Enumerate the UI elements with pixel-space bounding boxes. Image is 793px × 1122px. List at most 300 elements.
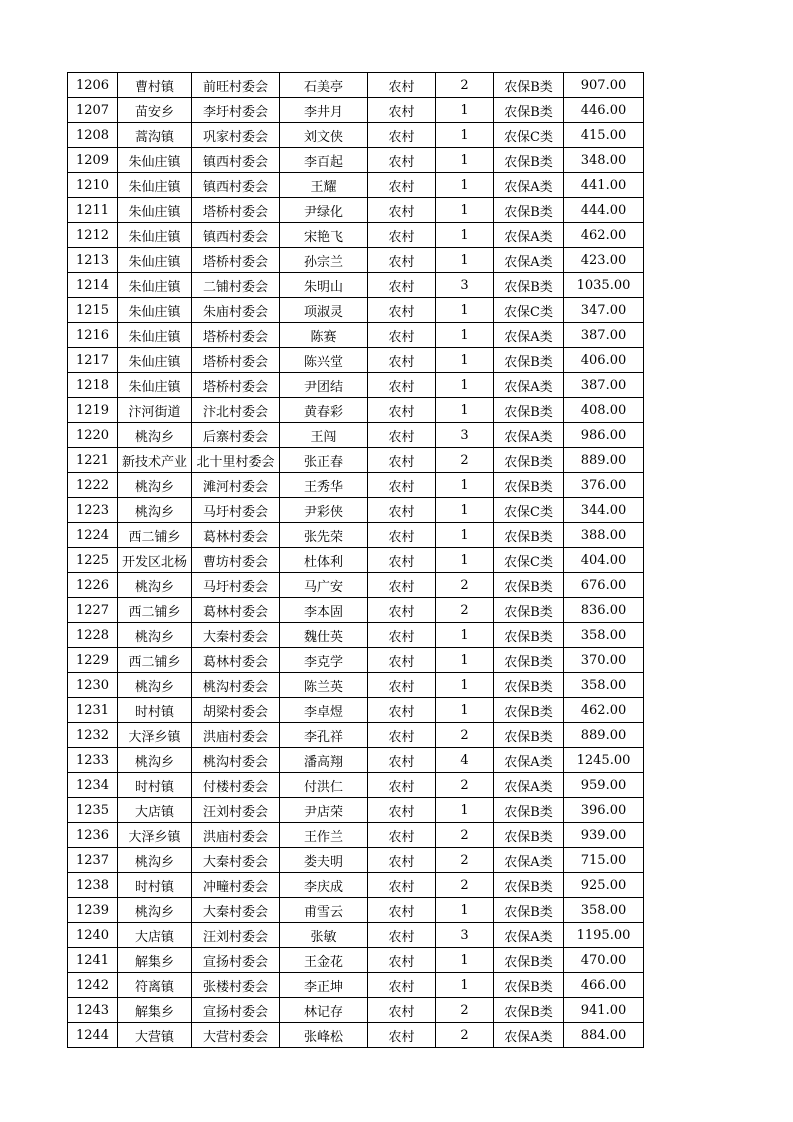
- household-size-cell: 2: [436, 773, 494, 798]
- township-cell: 大店镇: [118, 923, 192, 948]
- amount-cell: 406.00: [564, 348, 644, 373]
- table-row: [68, 748, 644, 773]
- household-size-cell: 1: [436, 98, 494, 123]
- table-row: [68, 848, 644, 873]
- village-cell: 葛林村委会: [192, 523, 280, 548]
- name-cell: 尹绿化: [280, 198, 368, 223]
- row-number-cell: 1240: [68, 923, 118, 948]
- village-cell: 李圩村委会: [192, 98, 280, 123]
- name-cell: 魏仕英: [280, 623, 368, 648]
- row-number-cell: 1207: [68, 98, 118, 123]
- household-size-cell: 3: [436, 923, 494, 948]
- table-row: [68, 348, 644, 373]
- village-cell: 汪刘村委会: [192, 798, 280, 823]
- table-row: [68, 473, 644, 498]
- category-cell: 农保A类: [494, 323, 564, 348]
- township-cell: 蒿沟镇: [118, 123, 192, 148]
- category-cell: 农保B类: [494, 73, 564, 98]
- household-size-cell: 1: [436, 148, 494, 173]
- township-cell: 西二铺乡: [118, 523, 192, 548]
- category-cell: 农保B类: [494, 523, 564, 548]
- amount-cell: 446.00: [564, 98, 644, 123]
- village-cell: 大秦村委会: [192, 848, 280, 873]
- category-cell: 农保B类: [494, 723, 564, 748]
- area-type-cell: 农村: [368, 98, 436, 123]
- table-row: [68, 973, 644, 998]
- row-number-cell: 1210: [68, 173, 118, 198]
- category-cell: 农保B类: [494, 198, 564, 223]
- category-cell: 农保A类: [494, 223, 564, 248]
- amount-cell: 387.00: [564, 323, 644, 348]
- area-type-cell: 农村: [368, 948, 436, 973]
- amount-cell: 344.00: [564, 498, 644, 523]
- amount-cell: 408.00: [564, 398, 644, 423]
- household-size-cell: 3: [436, 423, 494, 448]
- row-number-cell: 1211: [68, 198, 118, 223]
- name-cell: 杜体利: [280, 548, 368, 573]
- amount-cell: 347.00: [564, 298, 644, 323]
- township-cell: 朱仙庄镇: [118, 173, 192, 198]
- amount-cell: 889.00: [564, 723, 644, 748]
- household-size-cell: 1: [436, 973, 494, 998]
- household-size-cell: 1: [436, 173, 494, 198]
- amount-cell: 925.00: [564, 873, 644, 898]
- area-type-cell: 农村: [368, 448, 436, 473]
- row-number-cell: 1238: [68, 873, 118, 898]
- category-cell: 农保B类: [494, 598, 564, 623]
- township-cell: 朱仙庄镇: [118, 248, 192, 273]
- table-row: [68, 798, 644, 823]
- category-cell: 农保B类: [494, 648, 564, 673]
- household-size-cell: 1: [436, 248, 494, 273]
- amount-cell: 348.00: [564, 148, 644, 173]
- amount-cell: 441.00: [564, 173, 644, 198]
- township-cell: 时村镇: [118, 773, 192, 798]
- name-cell: 尹团结: [280, 373, 368, 398]
- township-cell: 西二铺乡: [118, 598, 192, 623]
- row-number-cell: 1242: [68, 973, 118, 998]
- row-number-cell: 1239: [68, 898, 118, 923]
- township-cell: 时村镇: [118, 698, 192, 723]
- category-cell: 农保B类: [494, 473, 564, 498]
- table-row: [68, 648, 644, 673]
- township-cell: 桃沟乡: [118, 573, 192, 598]
- category-cell: 农保A类: [494, 773, 564, 798]
- township-cell: 朱仙庄镇: [118, 148, 192, 173]
- household-size-cell: 2: [436, 873, 494, 898]
- name-cell: 李百起: [280, 148, 368, 173]
- area-type-cell: 农村: [368, 198, 436, 223]
- row-number-cell: 1217: [68, 348, 118, 373]
- table-row: [68, 273, 644, 298]
- category-cell: 农保B类: [494, 948, 564, 973]
- village-cell: 镇西村委会: [192, 223, 280, 248]
- township-cell: 解集乡: [118, 998, 192, 1023]
- household-size-cell: 1: [436, 673, 494, 698]
- township-cell: 朱仙庄镇: [118, 298, 192, 323]
- township-cell: 大泽乡镇: [118, 723, 192, 748]
- township-cell: 朱仙庄镇: [118, 198, 192, 223]
- township-cell: 桃沟乡: [118, 848, 192, 873]
- table-row: [68, 923, 644, 948]
- area-type-cell: 农村: [368, 173, 436, 198]
- row-number-cell: 1233: [68, 748, 118, 773]
- category-cell: 农保B类: [494, 898, 564, 923]
- row-number-cell: 1218: [68, 373, 118, 398]
- household-size-cell: 2: [436, 598, 494, 623]
- amount-cell: 986.00: [564, 423, 644, 448]
- village-cell: 汪刘村委会: [192, 923, 280, 948]
- area-type-cell: 农村: [368, 498, 436, 523]
- amount-cell: 1245.00: [564, 748, 644, 773]
- village-cell: 桃沟村委会: [192, 748, 280, 773]
- category-cell: 农保B类: [494, 973, 564, 998]
- row-number-cell: 1225: [68, 548, 118, 573]
- table-row: [68, 948, 644, 973]
- category-cell: 农保B类: [494, 348, 564, 373]
- category-cell: 农保B类: [494, 448, 564, 473]
- area-type-cell: 农村: [368, 323, 436, 348]
- category-cell: 农保C类: [494, 298, 564, 323]
- category-cell: 农保C类: [494, 498, 564, 523]
- name-cell: 付洪仁: [280, 773, 368, 798]
- row-number-cell: 1232: [68, 723, 118, 748]
- name-cell: 张先荣: [280, 523, 368, 548]
- household-size-cell: 1: [436, 548, 494, 573]
- village-cell: 塔桥村委会: [192, 198, 280, 223]
- row-number-cell: 1228: [68, 623, 118, 648]
- category-cell: 农保A类: [494, 1023, 564, 1048]
- township-cell: 桃沟乡: [118, 898, 192, 923]
- amount-cell: 415.00: [564, 123, 644, 148]
- amount-cell: 959.00: [564, 773, 644, 798]
- category-cell: 农保B类: [494, 823, 564, 848]
- household-size-cell: 1: [436, 623, 494, 648]
- household-size-cell: 4: [436, 748, 494, 773]
- area-type-cell: 农村: [368, 898, 436, 923]
- township-cell: 朱仙庄镇: [118, 273, 192, 298]
- household-size-cell: 2: [436, 448, 494, 473]
- township-cell: 解集乡: [118, 948, 192, 973]
- amount-cell: 715.00: [564, 848, 644, 873]
- village-cell: 塔桥村委会: [192, 348, 280, 373]
- name-cell: 陈兰英: [280, 673, 368, 698]
- village-cell: 付楼村委会: [192, 773, 280, 798]
- name-cell: 孙宗兰: [280, 248, 368, 273]
- table-row: [68, 673, 644, 698]
- name-cell: 王秀华: [280, 473, 368, 498]
- category-cell: 农保A类: [494, 423, 564, 448]
- village-cell: 朱庙村委会: [192, 298, 280, 323]
- row-number-cell: 1230: [68, 673, 118, 698]
- village-cell: 后寨村委会: [192, 423, 280, 448]
- household-size-cell: 1: [436, 523, 494, 548]
- amount-cell: 1195.00: [564, 923, 644, 948]
- household-size-cell: 2: [436, 73, 494, 98]
- row-number-cell: 1220: [68, 423, 118, 448]
- name-cell: 潘高翔: [280, 748, 368, 773]
- row-number-cell: 1227: [68, 598, 118, 623]
- row-number-cell: 1224: [68, 523, 118, 548]
- area-type-cell: 农村: [368, 548, 436, 573]
- category-cell: 农保B类: [494, 398, 564, 423]
- table-row: [68, 623, 644, 648]
- area-type-cell: 农村: [368, 973, 436, 998]
- amount-cell: 884.00: [564, 1023, 644, 1048]
- township-cell: 新技术产业: [118, 448, 192, 473]
- village-cell: 北十里村委会: [192, 448, 280, 473]
- name-cell: 甫雪云: [280, 898, 368, 923]
- household-size-cell: 1: [436, 298, 494, 323]
- village-cell: 塔桥村委会: [192, 248, 280, 273]
- name-cell: 李正坤: [280, 973, 368, 998]
- amount-cell: 387.00: [564, 373, 644, 398]
- area-type-cell: 农村: [368, 623, 436, 648]
- household-size-cell: 1: [436, 323, 494, 348]
- township-cell: 桃沟乡: [118, 673, 192, 698]
- village-cell: 巩家村委会: [192, 123, 280, 148]
- name-cell: 黄春彩: [280, 398, 368, 423]
- area-type-cell: 农村: [368, 998, 436, 1023]
- category-cell: 农保A类: [494, 373, 564, 398]
- amount-cell: 358.00: [564, 673, 644, 698]
- table-row: [68, 498, 644, 523]
- township-cell: 朱仙庄镇: [118, 323, 192, 348]
- table-row: [68, 198, 644, 223]
- area-type-cell: 农村: [368, 848, 436, 873]
- village-cell: 胡梁村委会: [192, 698, 280, 723]
- row-number-cell: 1243: [68, 998, 118, 1023]
- household-size-cell: 1: [436, 398, 494, 423]
- category-cell: 农保B类: [494, 798, 564, 823]
- amount-cell: 404.00: [564, 548, 644, 573]
- village-cell: 张楼村委会: [192, 973, 280, 998]
- amount-cell: 907.00: [564, 73, 644, 98]
- table-row: [68, 223, 644, 248]
- row-number-cell: 1216: [68, 323, 118, 348]
- area-type-cell: 农村: [368, 373, 436, 398]
- household-size-cell: 1: [436, 898, 494, 923]
- amount-cell: 462.00: [564, 223, 644, 248]
- name-cell: 李克学: [280, 648, 368, 673]
- row-number-cell: 1215: [68, 298, 118, 323]
- row-number-cell: 1209: [68, 148, 118, 173]
- table-row: [68, 373, 644, 398]
- category-cell: 农保B类: [494, 673, 564, 698]
- row-number-cell: 1229: [68, 648, 118, 673]
- table-row: [68, 148, 644, 173]
- township-cell: 桃沟乡: [118, 473, 192, 498]
- name-cell: 刘文侠: [280, 123, 368, 148]
- village-cell: 曹坊村委会: [192, 548, 280, 573]
- name-cell: 娄夫明: [280, 848, 368, 873]
- table-row: [68, 298, 644, 323]
- area-type-cell: 农村: [368, 473, 436, 498]
- name-cell: 陈赛: [280, 323, 368, 348]
- row-number-cell: 1244: [68, 1023, 118, 1048]
- township-cell: 时村镇: [118, 873, 192, 898]
- amount-cell: 388.00: [564, 523, 644, 548]
- amount-cell: 370.00: [564, 648, 644, 673]
- row-number-cell: 1206: [68, 73, 118, 98]
- township-cell: 大营镇: [118, 1023, 192, 1048]
- household-size-cell: 2: [436, 1023, 494, 1048]
- village-cell: 镇西村委会: [192, 173, 280, 198]
- township-cell: 大店镇: [118, 798, 192, 823]
- area-type-cell: 农村: [368, 398, 436, 423]
- row-number-cell: 1235: [68, 798, 118, 823]
- village-cell: 葛林村委会: [192, 648, 280, 673]
- household-size-cell: 1: [436, 198, 494, 223]
- category-cell: 农保A类: [494, 923, 564, 948]
- township-cell: 开发区北杨: [118, 548, 192, 573]
- category-cell: 农保A类: [494, 248, 564, 273]
- household-size-cell: 2: [436, 998, 494, 1023]
- village-cell: 洪庙村委会: [192, 723, 280, 748]
- area-type-cell: 农村: [368, 773, 436, 798]
- village-cell: 马圩村委会: [192, 498, 280, 523]
- row-number-cell: 1226: [68, 573, 118, 598]
- row-number-cell: 1221: [68, 448, 118, 473]
- category-cell: 农保A类: [494, 173, 564, 198]
- household-size-cell: 1: [436, 948, 494, 973]
- name-cell: 张敏: [280, 923, 368, 948]
- area-type-cell: 农村: [368, 748, 436, 773]
- village-cell: 大营村委会: [192, 1023, 280, 1048]
- household-size-cell: 3: [436, 273, 494, 298]
- name-cell: 李本固: [280, 598, 368, 623]
- household-size-cell: 2: [436, 848, 494, 873]
- amount-cell: 358.00: [564, 623, 644, 648]
- table-row: [68, 523, 644, 548]
- category-cell: 农保B类: [494, 873, 564, 898]
- category-cell: 农保B类: [494, 623, 564, 648]
- table-row: [68, 248, 644, 273]
- name-cell: 陈兴堂: [280, 348, 368, 373]
- area-type-cell: 农村: [368, 223, 436, 248]
- area-type-cell: 农村: [368, 673, 436, 698]
- household-size-cell: 1: [436, 373, 494, 398]
- household-size-cell: 1: [436, 498, 494, 523]
- table-row: [68, 873, 644, 898]
- household-size-cell: 1: [436, 223, 494, 248]
- household-size-cell: 1: [436, 698, 494, 723]
- category-cell: 农保C类: [494, 548, 564, 573]
- table-row: [68, 323, 644, 348]
- area-type-cell: 农村: [368, 598, 436, 623]
- category-cell: 农保A类: [494, 848, 564, 873]
- village-cell: 冲疃村委会: [192, 873, 280, 898]
- area-type-cell: 农村: [368, 698, 436, 723]
- data-table: [67, 72, 644, 1048]
- township-cell: 桃沟乡: [118, 423, 192, 448]
- table-row: [68, 823, 644, 848]
- name-cell: 李井月: [280, 98, 368, 123]
- amount-cell: 444.00: [564, 198, 644, 223]
- table-row: [68, 998, 644, 1023]
- area-type-cell: 农村: [368, 923, 436, 948]
- household-size-cell: 1: [436, 798, 494, 823]
- township-cell: 西二铺乡: [118, 648, 192, 673]
- name-cell: 项淑灵: [280, 298, 368, 323]
- name-cell: 王耀: [280, 173, 368, 198]
- amount-cell: 423.00: [564, 248, 644, 273]
- township-cell: 桃沟乡: [118, 623, 192, 648]
- township-cell: 符离镇: [118, 973, 192, 998]
- township-cell: 朱仙庄镇: [118, 348, 192, 373]
- township-cell: 大泽乡镇: [118, 823, 192, 848]
- village-cell: 滩河村委会: [192, 473, 280, 498]
- amount-cell: 470.00: [564, 948, 644, 973]
- household-size-cell: 2: [436, 723, 494, 748]
- area-type-cell: 农村: [368, 423, 436, 448]
- table-row: [68, 698, 644, 723]
- table-row: [68, 98, 644, 123]
- row-number-cell: 1219: [68, 398, 118, 423]
- township-cell: 朱仙庄镇: [118, 223, 192, 248]
- area-type-cell: 农村: [368, 573, 436, 598]
- amount-cell: 358.00: [564, 898, 644, 923]
- table-row: [68, 448, 644, 473]
- township-cell: 桃沟乡: [118, 748, 192, 773]
- name-cell: 张正春: [280, 448, 368, 473]
- table-row: [68, 598, 644, 623]
- amount-cell: 889.00: [564, 448, 644, 473]
- township-cell: 桃沟乡: [118, 498, 192, 523]
- township-cell: 苗安乡: [118, 98, 192, 123]
- household-size-cell: 1: [436, 648, 494, 673]
- table-row: [68, 773, 644, 798]
- village-cell: 大秦村委会: [192, 623, 280, 648]
- village-cell: 塔桥村委会: [192, 323, 280, 348]
- row-number-cell: 1213: [68, 248, 118, 273]
- amount-cell: 466.00: [564, 973, 644, 998]
- category-cell: 农保B类: [494, 998, 564, 1023]
- area-type-cell: 农村: [368, 348, 436, 373]
- name-cell: 马广安: [280, 573, 368, 598]
- amount-cell: 462.00: [564, 698, 644, 723]
- area-type-cell: 农村: [368, 873, 436, 898]
- category-cell: 农保A类: [494, 748, 564, 773]
- row-number-cell: 1241: [68, 948, 118, 973]
- village-cell: 马圩村委会: [192, 573, 280, 598]
- table-row: [68, 573, 644, 598]
- table-row: [68, 1023, 644, 1048]
- area-type-cell: 农村: [368, 273, 436, 298]
- table-body: [68, 73, 644, 1048]
- name-cell: 张峰松: [280, 1023, 368, 1048]
- household-size-cell: 1: [436, 348, 494, 373]
- village-cell: 汴北村委会: [192, 398, 280, 423]
- village-cell: 洪庙村委会: [192, 823, 280, 848]
- village-cell: 镇西村委会: [192, 148, 280, 173]
- row-number-cell: 1234: [68, 773, 118, 798]
- amount-cell: 941.00: [564, 998, 644, 1023]
- table-row: [68, 723, 644, 748]
- household-size-cell: 1: [436, 473, 494, 498]
- name-cell: 宋艳飞: [280, 223, 368, 248]
- name-cell: 王闯: [280, 423, 368, 448]
- amount-cell: 376.00: [564, 473, 644, 498]
- table-row: [68, 548, 644, 573]
- row-number-cell: 1237: [68, 848, 118, 873]
- table-row: [68, 898, 644, 923]
- name-cell: 石美亭: [280, 73, 368, 98]
- category-cell: 农保B类: [494, 98, 564, 123]
- village-cell: 宣扬村委会: [192, 998, 280, 1023]
- category-cell: 农保B类: [494, 573, 564, 598]
- name-cell: 尹店荣: [280, 798, 368, 823]
